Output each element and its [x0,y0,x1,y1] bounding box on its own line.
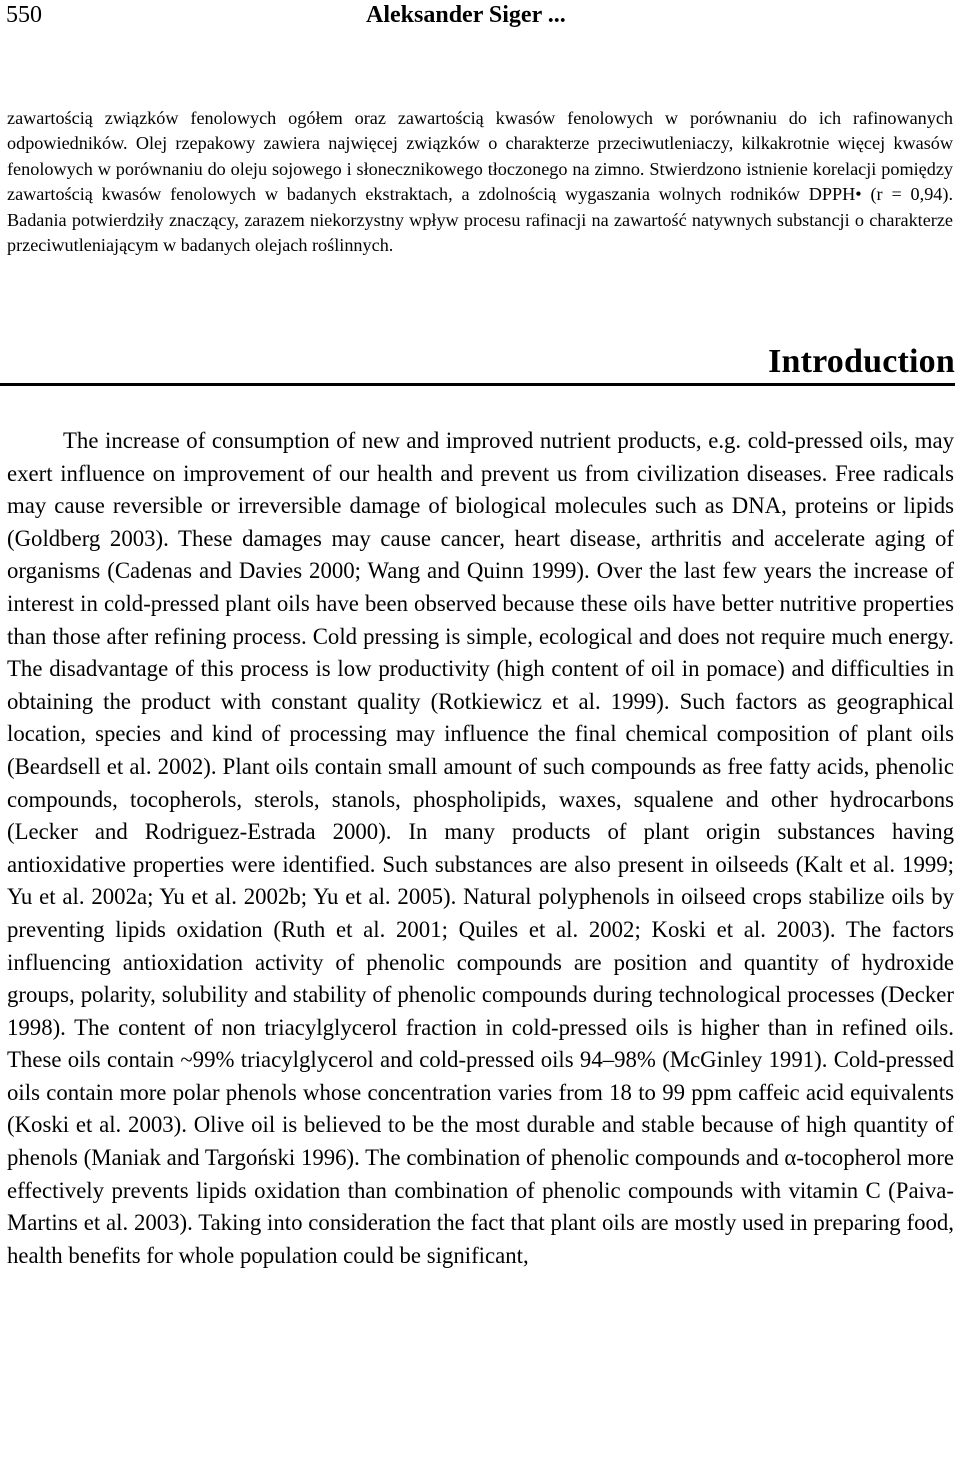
section-rule [0,383,955,386]
running-head: Aleksander Siger ... [366,2,566,28]
abstract-paragraph: zawartością związków fenolowych ogółem oraz zawartością kwasów fenolowych w porównaniu do ich rafinowanych odpowiedników. Olej rzepakowy zawiera najwięcej związków o charakterze przeciwutleniaczy, kilkakrotnie więcej kwasów fenolowych w porównaniu do oleju sojowego i słonecznikowego tłoczonego na zimno. Stwierdzono istnienie korelacji pomiędzy zawartością kwasów fenolowych w badanych ekstraktach, a zdolnością wygaszania wolnych rodników DPPH• (r = 0,94). Badania potwierdziły znaczący, zarazem niekorzystny wpływ procesu rafinacji na zawartość natywnych substancji o charakterze przeciwutleniającym w badanych olejach roślinnych. [7,108,953,256]
polish-abstract [7,106,953,258]
page-header [6,0,954,30]
page-number: 550 [6,2,42,28]
section-heading [0,340,955,400]
section-title: Introduction [768,343,955,380]
introduction-paragraph: The increase of consumption of new and improved nutrient products, e.g. cold-pressed oils, may exert influence on improvement of our health and prevent us from civilization diseases. Free radicals may cause reversible or irreversible damage of biological molecules such as DNA, proteins or lipids (Goldberg 2003). These damages may cause cancer, heart disease, arthritis and accelerate aging of organisms (Cadenas and Davies 2000; Wang and Quinn 1999). Over the last few years the increase of interest in cold-pressed plant oils have been observed because these oils have better nutritive properties than those after refining process. Cold pressing is simple, ecological and does not require much energy. The disadvantage of this process is low productivity (high content of oil in pomace) and difficulties in obtaining the product with constant quality (Rotkiewicz et al. 1999). Such factors as geographical location, species and kind of processing may influence the final chemical composition of plant oils (Beardsell et al. 2002). Plant oils contain small amount of such compounds as free fatty acids, phenolic compounds, tocopherols, sterols, stanols, phospholipids, waxes, squalene and other hydrocarbons (Lecker and Rodriguez-Estrada 2000). In many products of plant origin substances having antioxidative properties were identified. Such substances are also present in oilseeds (Kalt et al. 1999; Yu et al. 2002a; Yu et al. 2002b; Yu et al. 2005). Natural polyphenols in oilseed crops stabilize oils by preventing lipids oxidation (Ruth et al. 2001; Quiles et al. 2002; Koski et al. 2003). The factors influencing antioxidation activity of phenolic compounds are position and quantity of hydroxide groups, polarity, solubility and stability of phenolic compounds during technological processes (Decker 1998). The content of non triacylglycerol fraction in cold-pressed oils is higher than in refined oils. These oils contain ~99% triacylglycerol and cold-pressed oils 94–98% (McGinley 1991). Cold-pressed oils contain more polar phenols whose concentration varies from 18 to 99 ppm caffeic acid equivalents (Koski et al. 2003). Olive oil is believed to be the most durable and stable because of high quantity of phenols (Maniak and Targoński 1996). The combination of phenolic compounds and α-tocopherol more effectively prevents lipids oxidation than combination of phenolic compounds with vitamin C (Paiva-Martins et al. 2003). Taking into consideration the fact that plant oils are mostly used in preparing food, health benefits for whole population could be significant, [7,428,954,1268]
introduction-body [7,425,954,1272]
